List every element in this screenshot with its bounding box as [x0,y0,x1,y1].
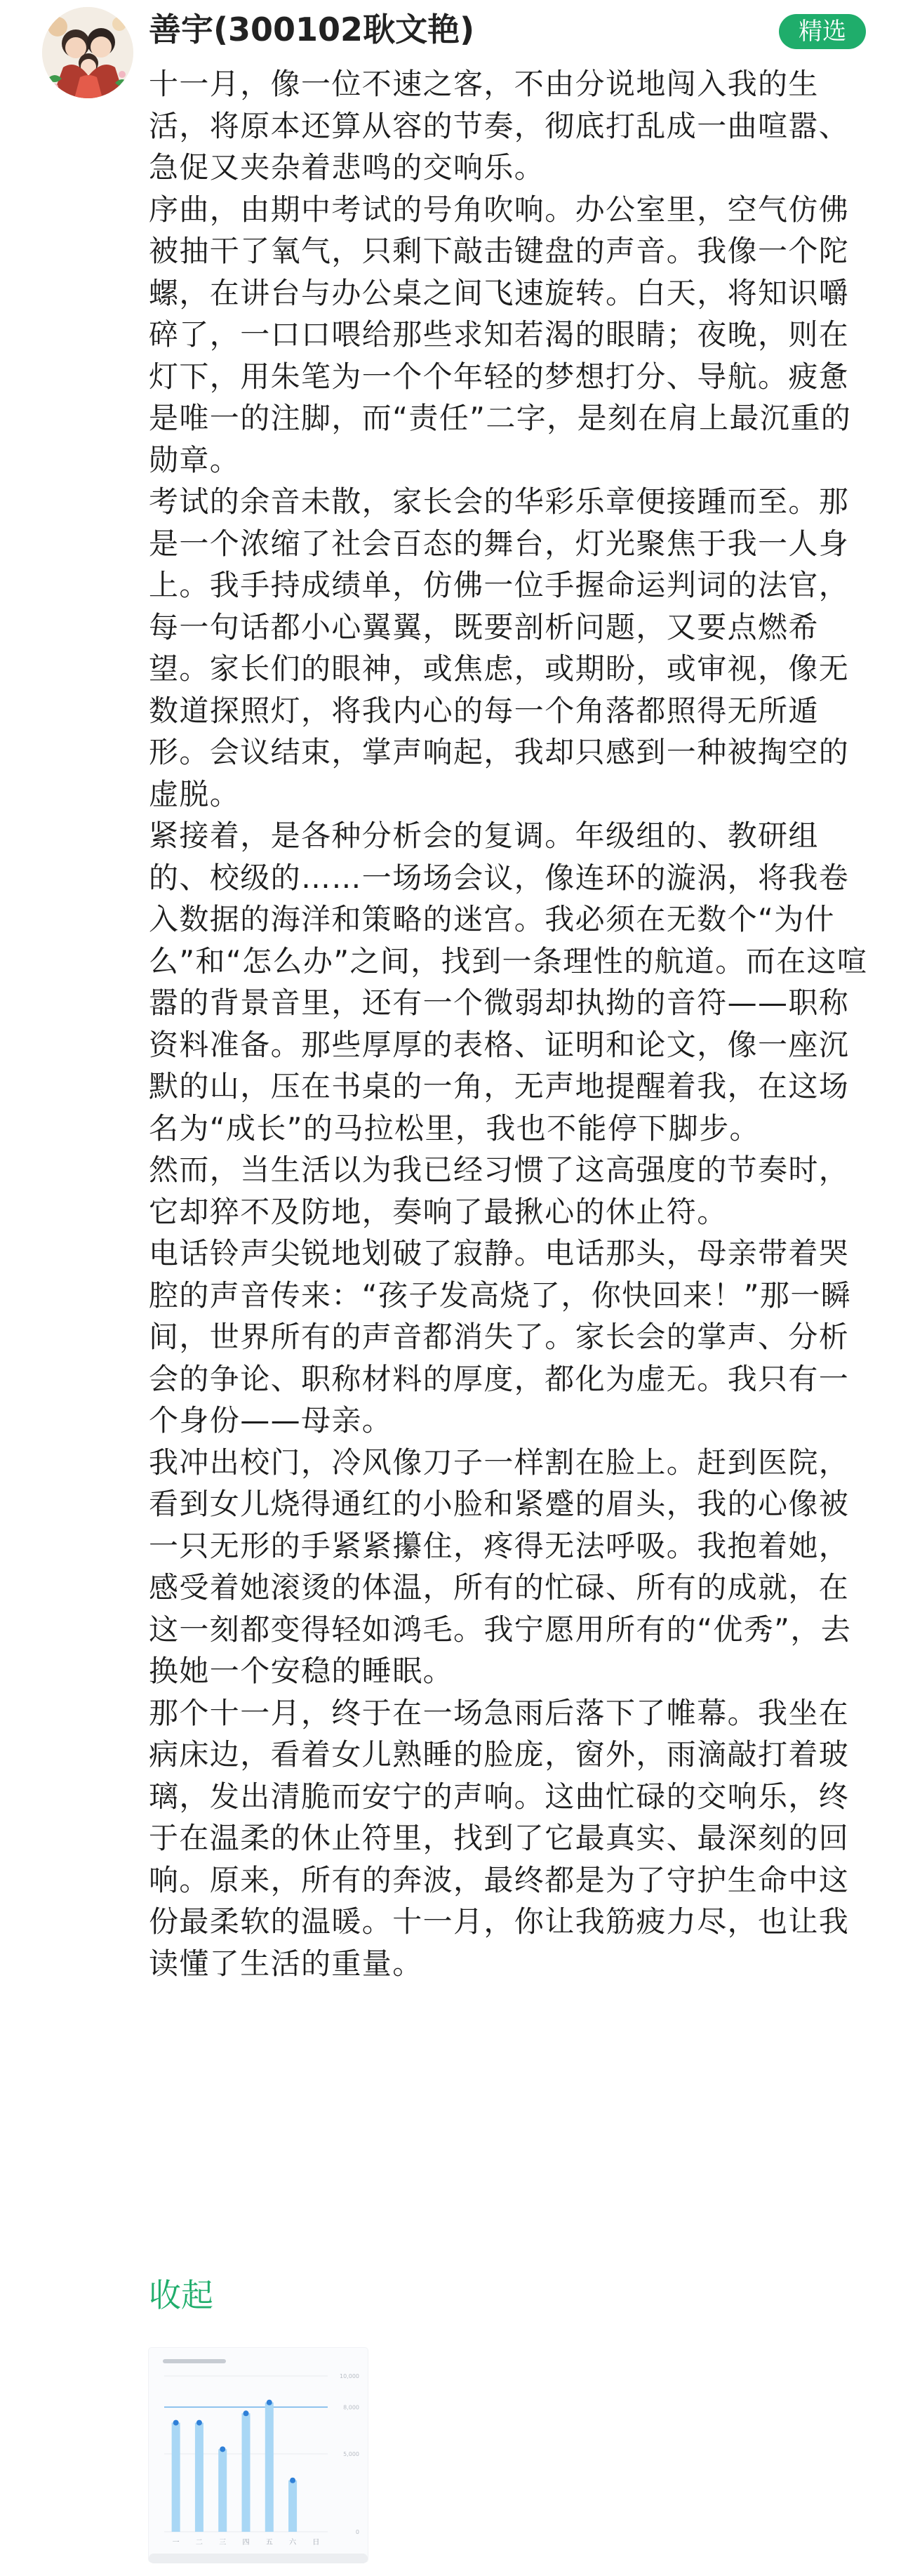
thumbnail-footer-bar [149,2554,368,2563]
post-paragraph: 电话铃声尖锐地划破了寂静。电话那头，母亲带着哭腔的声音传来：“孩子发高烧了，你快回来！”那一瞬间，世界所有的声音都消失了。家长会的掌声、分析会的争论、职称材料的厚度，都化为虚无。我只有一个身份——母亲。 [149,1236,852,1438]
chart-x-tick-label: 五 [265,2539,273,2547]
step-chart-thumbnail [149,2348,368,2562]
post-paragraph: 考试的余音未散，家长会的华彩乐章便接踵而至。那是一个浓缩了社会百态的舞台，灯光聚焦于我一人身上。我手持成绩单，仿佛一位手握命运判词的法官，每一句话都小心翼翼，既要剖析问题，又要点燃希望。家长们的眼神，或焦虑，或期盼，或审视，像无数道探照灯，将我内心的每一个角落都照得无所遁形。会议结束，掌声响起，我却只感到一种被掏空的虚脱。 [149,484,850,811]
post-paragraph: 紧接着，是各种分析会的复调。年级组的、教研组的、校级的……一场场会议，像连环的漩涡，将我卷入数据的海洋和策略的迷宫。我必须在无数个“为什么”和“怎么办”之间，找到一条理性的航道。而在这喧嚣的背景音里，还有一个微弱却执拗的音符——职称资料准备。那些厚厚的表格、证明和论文，像一座沉默的山，压在书桌的一角，无声地提醒着我，在这场名为“成长”的马拉松里，我也不能停下脚步。 [149,818,868,1146]
post-paragraph: 然而，当生活以为我已经习惯了这高强度的节奏时，它却猝不及防地，奏响了最揪心的休止符。 [149,1153,850,1229]
chart-x-tick-label: 六 [289,2539,297,2547]
chart-bar [265,2403,274,2532]
chart-y-tick-label: 5,000 [343,2451,359,2457]
chart-x-tick-label: 日 [312,2539,320,2547]
chart-y-tick-label: 0 [355,2529,359,2535]
post-paragraph: 那个十一月，终于在一场急雨后落下了帷幕。我坐在病床边，看着女儿熟睡的脸庞，窗外，雨滴敲打着玻璃，发出清脆而安宁的声响。这曲忙碌的交响乐，终于在温柔的休止符里，找到了它最真实、最深刻的回响。原来，所有的奔波，最终都是为了守护生命中这份最柔软的温暖。十一月，你让我筋疲力尽，也让我读懂了生活的重量。 [149,1695,850,1981]
chart-point [290,2478,295,2483]
chart-y-tick-label: 10,000 [340,2373,359,2379]
collapse-button[interactable]: 收起 [149,2276,213,2314]
chart-x-tick-label: 三 [219,2539,227,2547]
post-paragraph: 序曲，由期中考试的号角吹响。办公室里，空气仿佛被抽干了氧气，只剩下敲击键盘的声音。我像一个陀螺，在讲台与办公桌之间飞速旋转。白天，将知识嚼碎了，一口口喂给那些求知若渴的眼睛；夜晚，则在灯下，用朱笔为一个个年轻的梦想打分、导航。疲惫是唯一的注脚，而“责任”二字，是刻在肩上最沉重的勋章。 [149,192,852,477]
chart-point [173,2420,179,2426]
chart-x-tick-label: 二 [195,2539,203,2547]
author-name[interactable]: 善宇(300102耿文艳) [149,11,475,48]
thumbnail-caption-bar [163,2359,226,2363]
featured-badge: 精选 [779,14,866,49]
avatar[interactable] [42,7,133,98]
chart-point [267,2400,272,2405]
post-paragraph: 我冲出校门，冷风像刀子一样割在脸上。赶到医院，看到女儿烧得通红的小脸和紧蹙的眉头，我的心像被一只无形的手紧紧攥住，疼得无法呼吸。我抱着她，感受着她滚烫的体温，所有的忙碌、所有的成就，在这一刻都变得轻如鸿毛。我宁愿用所有的“优秀”，去换她一个安稳的睡眠。 [149,1445,852,1688]
attached-image-thumbnail[interactable] [149,2348,368,2562]
post-body [149,63,872,1984]
chart-y-tick-label: 8,000 [343,2404,359,2411]
chart-x-tick-label: 四 [242,2539,250,2547]
chart-x-tick-label: 一 [172,2539,180,2547]
chart-point [243,2410,249,2416]
post-paragraph: 十一月，像一位不速之客，不由分说地闯入我的生活，将原本还算从容的节奏，彻底打乱成一曲喧嚣、急促又夹杂着悲鸣的交响乐。 [149,67,850,185]
family-avatar-icon [42,7,133,98]
chart-bar [288,2481,297,2532]
chart-point [220,2446,225,2452]
chart-point [196,2420,202,2426]
chart-bar [218,2449,227,2532]
chart-bar [172,2423,180,2532]
chart-bar [242,2413,251,2532]
chart-bar [195,2423,203,2532]
